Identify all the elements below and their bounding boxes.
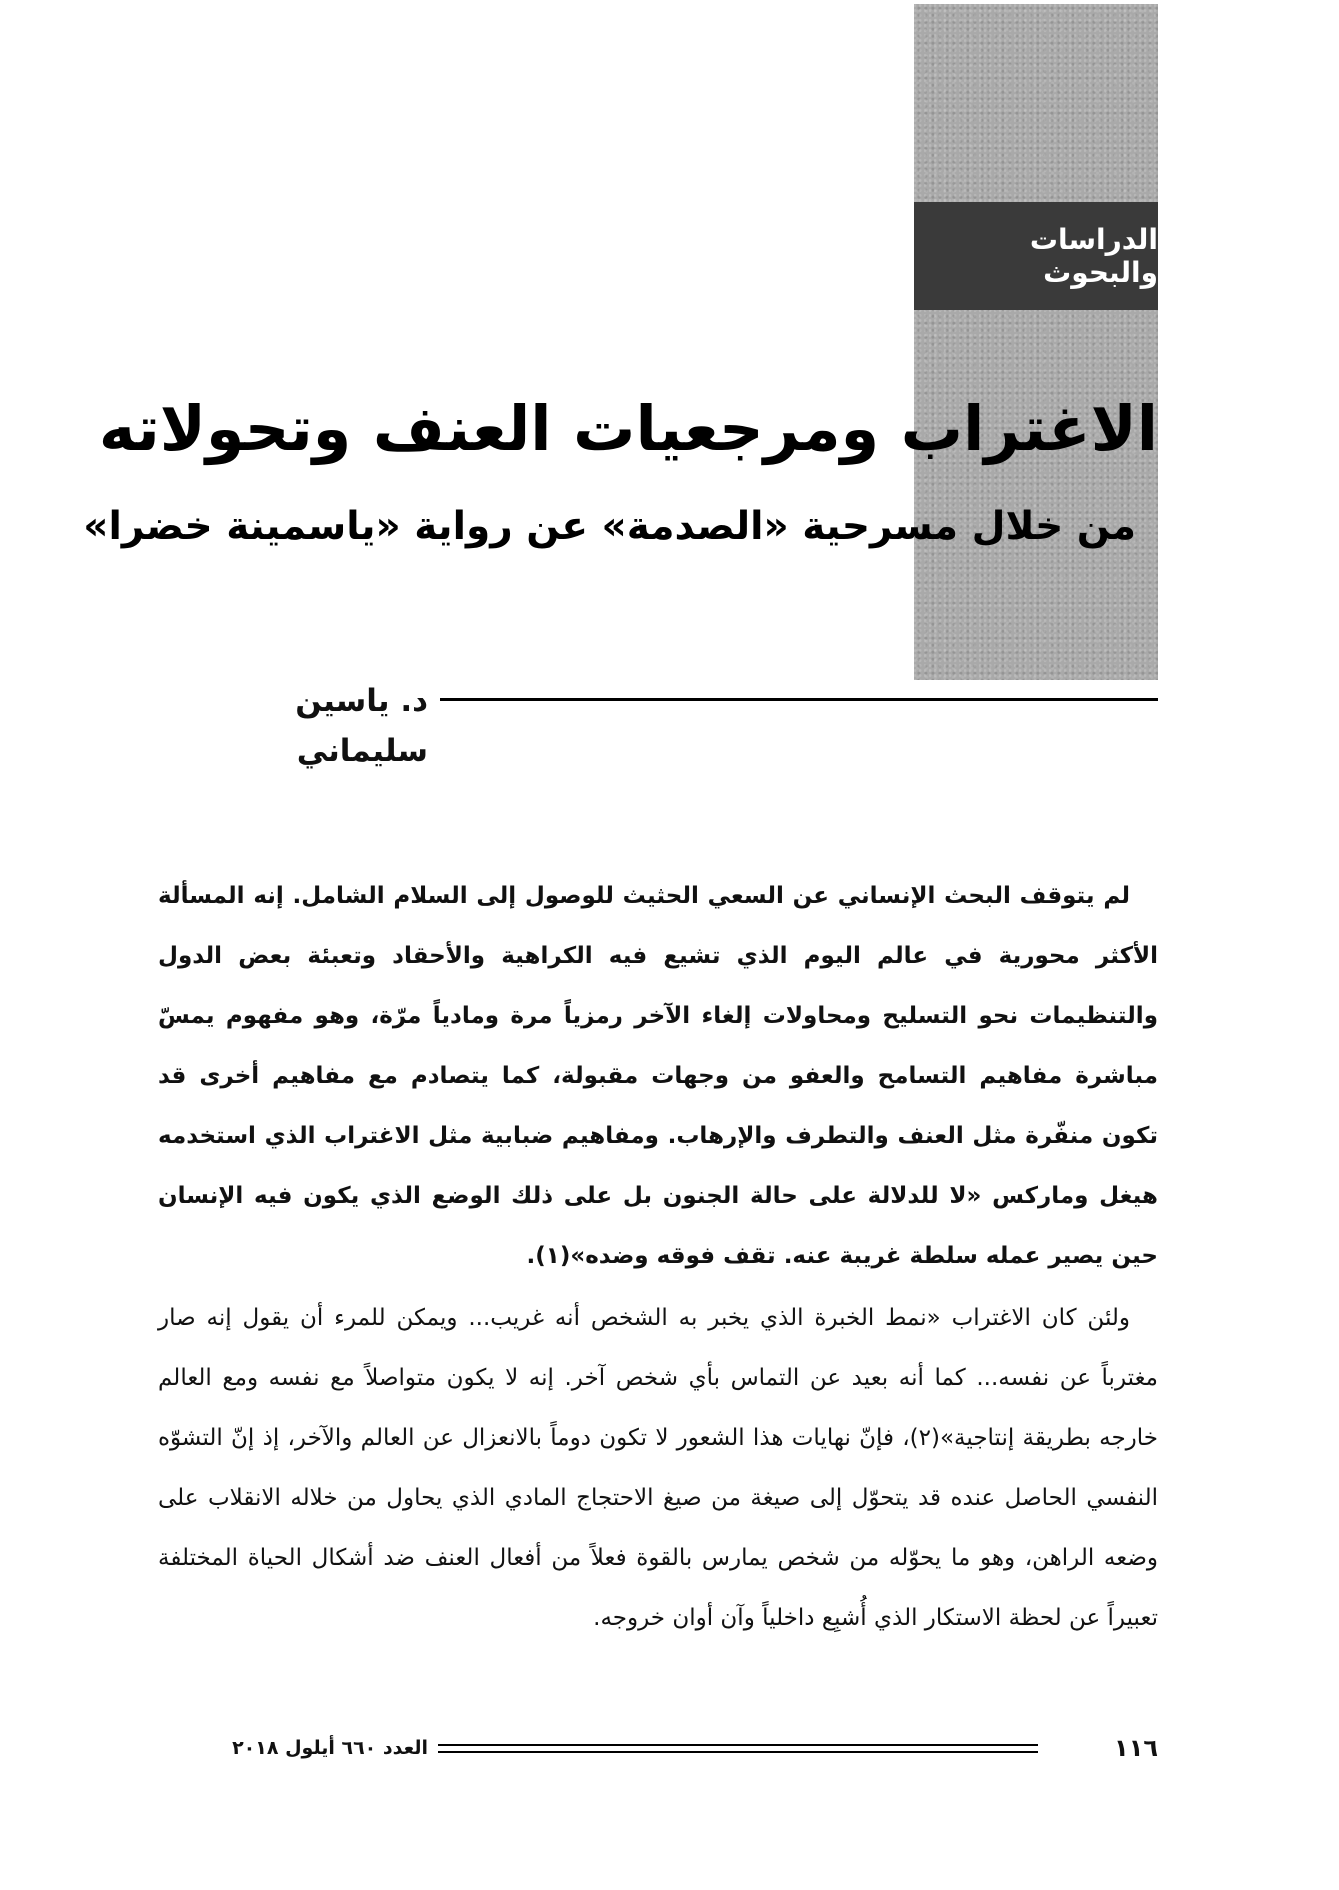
issue-info: العدد ٦٦٠ أيلول ٢٠١٨ (232, 1737, 428, 1759)
footer-divider (438, 1744, 1038, 1746)
article-title: الاغتراب ومرجعيات العنف وتحولاته (98, 392, 1158, 465)
author-name: د. ياسين سليماني (295, 683, 428, 769)
author-row (158, 676, 1158, 769)
section-label: الدراسات والبحوث (914, 202, 1158, 310)
author-divider (440, 698, 1158, 701)
body-paragraph: لم يتوقف البحث الإنساني عن السعي الحثيث للوصول إلى السلام الشامل. إنه المسألة الأكثر محورية في عالم اليوم الذي تشيع فيه الكراهية والأحقاد وتعبئة بعض الدول والتنظيمات نحو التسليح ومحاولات إلغاء الآخر رمزياً مرة ومادياً مرّة، وهو مفهوم يمسّ مباشرة مفاهيم التسامح والعفو من وجهات مقبولة، كما يتصادم مع مفاهيم أخرى قد تكون منفّرة مثل العنف والتطرف والإرهاب. ومفاهيم ضبابية مثل الاغتراب الذي استخدمه هيغل وماركس «لا للدلالة على حالة الجنون بل على ذلك الوضع الذي يكون فيه الإنسان حين يصير عمله سلطة غريبة عنه. تقف فوقه وضده»(١). (158, 883, 1158, 1269)
footer-divider (438, 1751, 1038, 1753)
article-subtitle: من خلال مسرحية «الصدمة» عن رواية «ياسمينة خضرا» (83, 504, 1136, 549)
page-footer (158, 1728, 1158, 1768)
body-paragraph: ولئن كان الاغتراب «نمط الخبرة الذي يخبر به الشخص أنه غريب... ويمكن للمرء أن يقول إنه صار مغترباً عن نفسه... كما أنه بعيد عن التماس بأي شخص آخر. إنه لا يكون متواصلاً مع نفسه ومع العالم خارجه بطريقة إنتاجية»(٢)، فإنّ نهايات هذا الشعور لا تكون دوماً بالانعزال عن العالم والآخر، إذ إنّ التشوّه النفسي الحاصل عنده قد يتحوّل إلى صيغة من صيغ الاحتجاج المادي الذي يحاول من خلاله الانقلاب على وضعه الراهن، وهو ما يحوّله من شخص يمارس بالقوة فعلاً من أفعال العنف ضد أشكال الحياة المختلفة تعبيراً عن لحظة الاستكار الذي أُشبِع داخلياً وآن أوان خروجه. (158, 1305, 1158, 1631)
article-body (158, 866, 1158, 1648)
decorative-gray-block (914, 4, 1158, 680)
page-number: ١١٦ (1114, 1734, 1158, 1762)
